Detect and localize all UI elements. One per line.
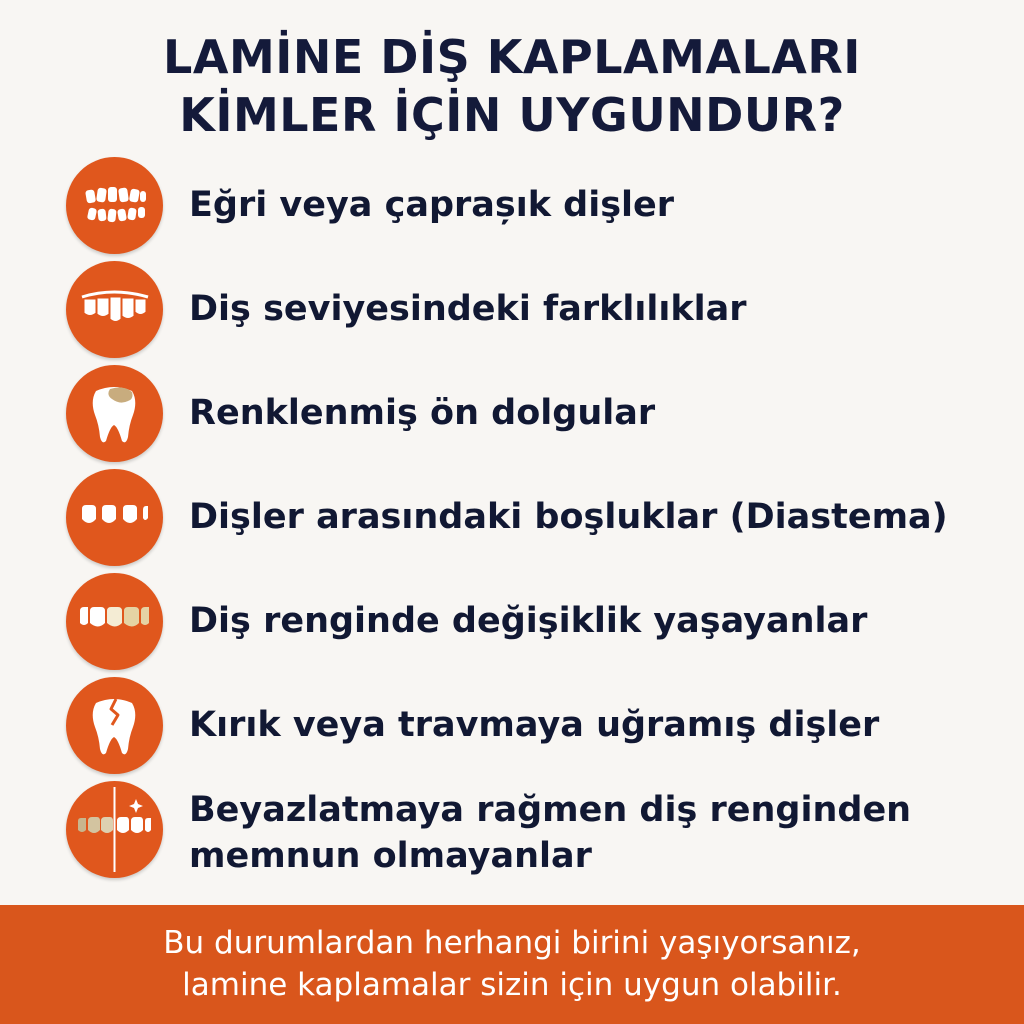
item-label-line-2: memnun olmayanlar xyxy=(189,836,592,876)
cracked-tooth-icon xyxy=(66,677,163,774)
gapped-teeth-icon xyxy=(66,469,163,566)
uneven-teeth-icon xyxy=(66,261,163,358)
title-line-1: LAMİNE DİŞ KAPLAMALARI xyxy=(163,30,861,84)
footer-line-2: lamine kaplamalar sizin için uygun olabilir. xyxy=(182,967,842,1003)
footer-line-1: Bu durumlardan herhangi birini yaşıyorsanız, xyxy=(163,925,861,961)
item-label: Renklenmiş ön dolgular xyxy=(189,393,656,433)
item-label: Eğri veya çaprașık dişler xyxy=(189,185,675,225)
item-label-line-1: Beyazlatmaya rağmen diş renginden xyxy=(189,790,912,830)
item-label: Diş seviyesindeki farklılıklar xyxy=(189,289,747,329)
crooked-teeth-icon xyxy=(66,157,163,254)
footer-banner xyxy=(0,905,1024,1024)
stained-filling-tooth-icon xyxy=(66,365,163,462)
item-label: Kırık veya travmaya uğramış dişler xyxy=(189,705,880,745)
whitening-comparison-icon xyxy=(66,781,163,878)
discolored-teeth-icon xyxy=(66,573,163,670)
title-line-2: KİMLER İÇİN UYGUNDUR? xyxy=(179,88,845,142)
item-label: Dişler arasındaki boşluklar (Diastema) xyxy=(189,497,948,537)
item-label: Diş renginde değişiklik yaşayanlar xyxy=(189,601,868,641)
item-label xyxy=(189,787,911,879)
